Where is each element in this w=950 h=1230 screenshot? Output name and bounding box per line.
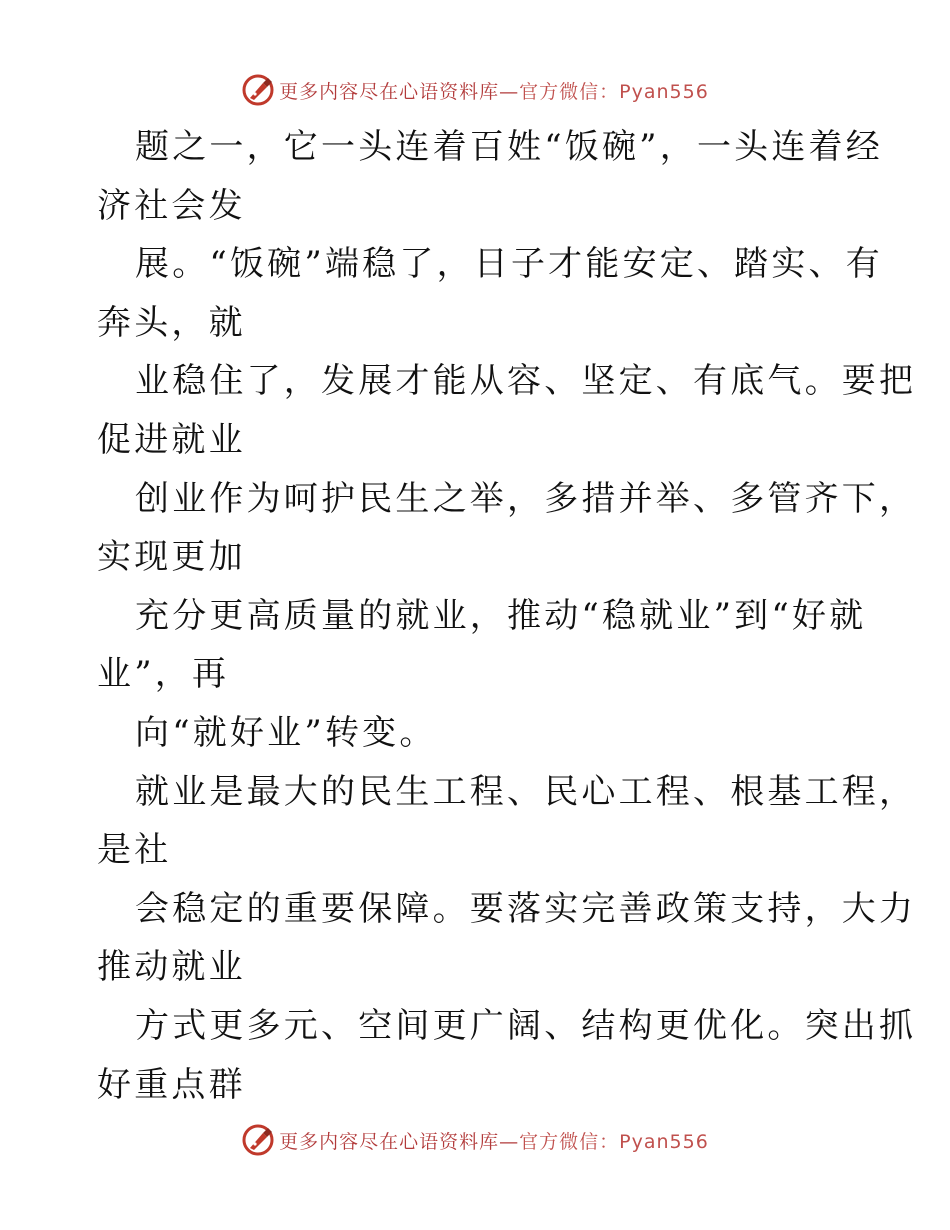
text-line: 就业是最大的民生工程、民心工程、根基工程， xyxy=(135,771,917,812)
pen-nib-logo-icon xyxy=(241,1123,275,1157)
text-line: 方式更多元、空间更广阔、结构更优化。突出抓 xyxy=(135,1005,917,1046)
banner-wechat: 官方微信：Pyan556 xyxy=(519,1130,709,1153)
text-line: 奔头，就 xyxy=(97,302,246,343)
banner-text xyxy=(279,77,709,104)
pen-nib-logo-icon xyxy=(241,73,275,107)
footer-banner xyxy=(0,1120,950,1160)
banner-prefix: 更多内容尽在心语资料库— xyxy=(279,80,520,103)
text-line: 实现更加 xyxy=(97,537,246,578)
banner-prefix: 更多内容尽在心语资料库— xyxy=(279,1130,520,1153)
text-line: 好重点群 xyxy=(97,1064,246,1105)
text-line: 促进就业 xyxy=(97,419,246,460)
text-line: 业稳住了，发展才能从容、坚定、有底气。要把 xyxy=(135,361,917,402)
text-line: 业”，再 xyxy=(97,654,230,695)
text-line: 是社 xyxy=(97,830,172,871)
text-line: 推动就业 xyxy=(97,947,246,988)
text-line: 题之一，它一头连着百姓“饭碗”，一头连着经 xyxy=(135,127,883,167)
banner-text xyxy=(279,1127,709,1154)
banner-wechat: 官方微信：Pyan556 xyxy=(519,80,709,103)
text-line: 充分更高质量的就业，推动“稳就业”到“好就 xyxy=(135,595,867,636)
text-line: 创业作为呵护民生之举，多措并举、多管齐下， xyxy=(135,478,917,519)
text-line: 展。“饭碗”端稳了，日子才能安定、踏实、有 xyxy=(135,244,883,285)
text-line: 会稳定的重要保障。要落实完善政策支持，大力 xyxy=(135,888,917,929)
text-line: 向“就好业”转变。 xyxy=(135,712,437,753)
header-banner xyxy=(0,70,950,110)
document-body xyxy=(97,118,917,1114)
text-line: 济社会发 xyxy=(97,185,246,226)
